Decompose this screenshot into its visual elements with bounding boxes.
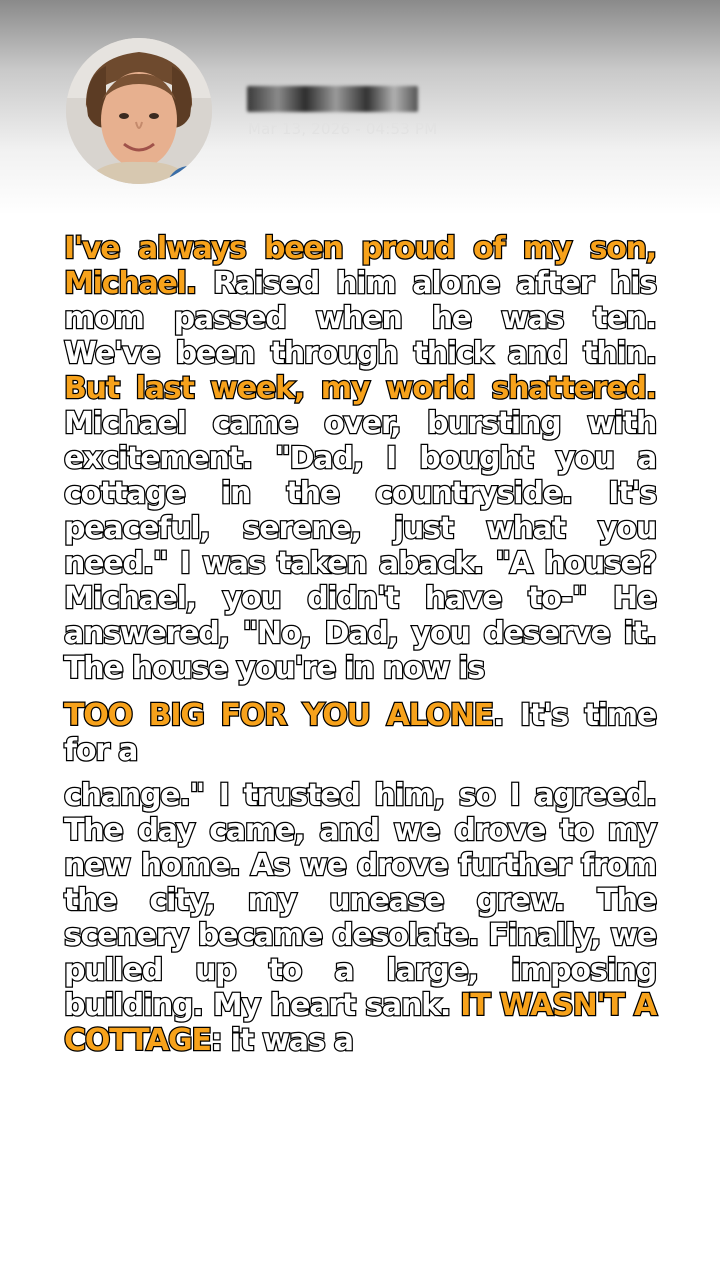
author-avatar[interactable] <box>66 38 212 184</box>
author-name[interactable] <box>247 86 418 112</box>
post-timestamp: Mar 13, 2026 - 04:53 PM <box>248 120 438 138</box>
story-paragraph <box>64 698 656 768</box>
story-highlight: I've always been proud of my son, Michael. <box>64 231 656 301</box>
story-highlight: But last week, my world shattered. <box>64 371 656 406</box>
profile-photo-icon <box>66 38 212 184</box>
story-highlight: TOO BIG FOR YOU ALONE <box>64 698 493 733</box>
story-paragraph <box>64 231 656 686</box>
story-text: Raised him alone after his mom passed when he was ten. We've been through thick and thin. <box>64 266 656 371</box>
story-text: : it was a <box>210 1023 353 1058</box>
story-text: change." I trusted him, so I agreed. The day came, and we drove to my new home. As we drove further from the city, my unease grew. The scenery became desolate. Finally, we pulled up to a large, imposing building. My heart sank. <box>64 778 656 1023</box>
story-paragraph <box>64 778 656 1058</box>
story-text: . It's time for a <box>64 698 656 768</box>
story-text: Michael came over, bursting with excitement. "Dad, I bought you a cottage in the countryside. It's peaceful, serene, just what you need." I was taken aback. "A house? Michael, you didn't have to-" He answered, "No, Dad, you deserve it. The house you're in now is <box>64 406 656 686</box>
story-highlight: IT WASN'T A COTTAGE <box>64 988 656 1058</box>
